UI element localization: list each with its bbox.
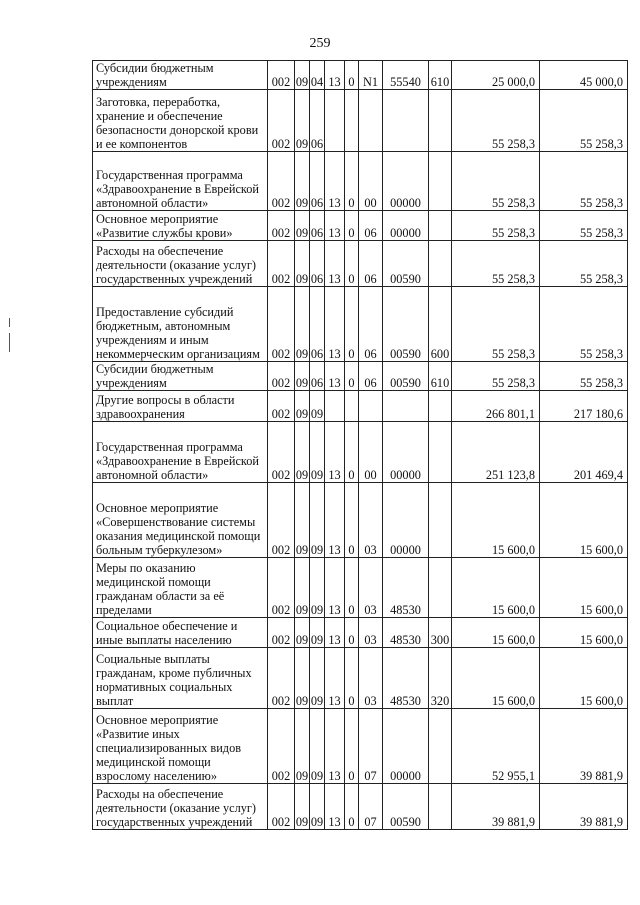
code-expense-type	[429, 90, 452, 152]
code-subprogram: 0	[345, 709, 359, 784]
row-name: Государственная программа «Здравоохранение в Еврейской автономной области»	[93, 152, 268, 211]
code-expense-type: 610	[429, 61, 452, 90]
amount-year-2: 39 881,9	[540, 784, 628, 830]
code-direction: 00590	[383, 287, 429, 362]
code-activity	[359, 90, 383, 152]
code-subprogram	[345, 90, 359, 152]
amount-year-1: 15 600,0	[452, 648, 540, 709]
code-pr: 06	[310, 241, 325, 287]
row-name: Субсидии бюджетным учреждениям	[93, 362, 268, 391]
code-activity: 07	[359, 709, 383, 784]
code-program: 13	[325, 287, 345, 362]
amount-year-1: 15 600,0	[452, 618, 540, 648]
code-expense-type	[429, 422, 452, 483]
code-expense-type	[429, 483, 452, 558]
code-direction: 00000	[383, 211, 429, 241]
code-activity: 03	[359, 618, 383, 648]
row-name: Основное мероприятие «Развитие службы крови»	[93, 211, 268, 241]
code-ved: 002	[268, 709, 295, 784]
margin-mark	[9, 318, 10, 327]
code-pr: 09	[310, 618, 325, 648]
code-subprogram: 0	[345, 618, 359, 648]
code-rz: 09	[295, 709, 310, 784]
code-expense-type	[429, 709, 452, 784]
code-subprogram: 0	[345, 61, 359, 90]
table-row	[93, 211, 628, 241]
code-direction: 00590	[383, 784, 429, 830]
code-direction: 55540	[383, 61, 429, 90]
table-row	[93, 61, 628, 90]
table-row	[93, 241, 628, 287]
code-rz: 09	[295, 784, 310, 830]
code-rz: 09	[295, 618, 310, 648]
code-activity: 06	[359, 287, 383, 362]
code-program	[325, 391, 345, 422]
code-program: 13	[325, 422, 345, 483]
amount-year-1: 266 801,1	[452, 391, 540, 422]
budget-table-body	[93, 61, 628, 830]
code-rz: 09	[295, 61, 310, 90]
code-ved: 002	[268, 152, 295, 211]
code-ved: 002	[268, 362, 295, 391]
code-pr: 09	[310, 558, 325, 618]
table-row	[93, 362, 628, 391]
code-expense-type	[429, 241, 452, 287]
code-rz: 09	[295, 241, 310, 287]
table-row	[93, 152, 628, 211]
table-row	[93, 287, 628, 362]
amount-year-2: 45 000,0	[540, 61, 628, 90]
code-pr: 09	[310, 784, 325, 830]
amount-year-2: 15 600,0	[540, 648, 628, 709]
code-subprogram: 0	[345, 422, 359, 483]
code-direction: 00000	[383, 483, 429, 558]
amount-year-1: 52 955,1	[452, 709, 540, 784]
code-subprogram: 0	[345, 241, 359, 287]
code-program: 13	[325, 152, 345, 211]
page-number: 259	[309, 36, 331, 51]
code-direction: 48530	[383, 558, 429, 618]
code-rz: 09	[295, 422, 310, 483]
row-name: Государственная программа «Здравоохранение в Еврейской автономной области»	[93, 422, 268, 483]
amount-year-2: 15 600,0	[540, 618, 628, 648]
code-direction: 00000	[383, 709, 429, 784]
code-activity: 03	[359, 558, 383, 618]
code-program: 13	[325, 211, 345, 241]
table-row	[93, 784, 628, 830]
amount-year-2: 39 881,9	[540, 709, 628, 784]
code-pr: 09	[310, 391, 325, 422]
amount-year-2: 55 258,3	[540, 362, 628, 391]
code-ved: 002	[268, 391, 295, 422]
code-subprogram: 0	[345, 483, 359, 558]
amount-year-1: 55 258,3	[452, 287, 540, 362]
table-row	[93, 709, 628, 784]
code-ved: 002	[268, 483, 295, 558]
code-subprogram: 0	[345, 648, 359, 709]
table-row	[93, 391, 628, 422]
code-program: 13	[325, 618, 345, 648]
code-subprogram: 0	[345, 362, 359, 391]
code-program: 13	[325, 784, 345, 830]
row-name: Другие вопросы в области здравоохранения	[93, 391, 268, 422]
code-expense-type	[429, 391, 452, 422]
code-ved: 002	[268, 648, 295, 709]
code-activity: 00	[359, 422, 383, 483]
table-row	[93, 558, 628, 618]
row-name: Расходы на обеспечение деятельности (оказание услуг) государственных учреждений	[93, 784, 268, 830]
code-pr: 06	[310, 152, 325, 211]
code-program: 13	[325, 648, 345, 709]
amount-year-1: 55 258,3	[452, 211, 540, 241]
code-ved: 002	[268, 422, 295, 483]
row-name: Основное мероприятие «Развитие иных специализированных видов медицинской помощи взрослому населению»	[93, 709, 268, 784]
table-row	[93, 483, 628, 558]
code-expense-type: 300	[429, 618, 452, 648]
code-rz: 09	[295, 362, 310, 391]
code-ved: 002	[268, 211, 295, 241]
code-ved: 002	[268, 61, 295, 90]
code-activity: 03	[359, 648, 383, 709]
code-rz: 09	[295, 648, 310, 709]
code-subprogram: 0	[345, 211, 359, 241]
code-program: 13	[325, 558, 345, 618]
code-activity: N1	[359, 61, 383, 90]
code-activity: 06	[359, 241, 383, 287]
code-direction	[383, 90, 429, 152]
table-row	[93, 422, 628, 483]
code-expense-type: 610	[429, 362, 452, 391]
code-direction: 00000	[383, 152, 429, 211]
code-program: 13	[325, 483, 345, 558]
code-rz: 09	[295, 211, 310, 241]
amount-year-1: 39 881,9	[452, 784, 540, 830]
code-activity: 07	[359, 784, 383, 830]
amount-year-2: 55 258,3	[540, 241, 628, 287]
amount-year-1: 55 258,3	[452, 152, 540, 211]
code-rz: 09	[295, 483, 310, 558]
code-direction	[383, 391, 429, 422]
table-row	[93, 90, 628, 152]
code-pr: 09	[310, 483, 325, 558]
code-rz: 09	[295, 90, 310, 152]
code-program: 13	[325, 61, 345, 90]
amount-year-2: 55 258,3	[540, 287, 628, 362]
amount-year-1: 25 000,0	[452, 61, 540, 90]
code-rz: 09	[295, 558, 310, 618]
code-program	[325, 90, 345, 152]
amount-year-1: 55 258,3	[452, 362, 540, 391]
code-pr: 06	[310, 211, 325, 241]
code-activity: 00	[359, 152, 383, 211]
table-row	[93, 648, 628, 709]
code-expense-type	[429, 784, 452, 830]
row-name: Расходы на обеспечение деятельности (оказание услуг) государственных учреждений	[93, 241, 268, 287]
code-expense-type: 320	[429, 648, 452, 709]
code-subprogram: 0	[345, 287, 359, 362]
budget-table	[92, 60, 628, 830]
amount-year-1: 15 600,0	[452, 558, 540, 618]
code-activity: 06	[359, 362, 383, 391]
amount-year-2: 15 600,0	[540, 558, 628, 618]
code-pr: 04	[310, 61, 325, 90]
amount-year-2: 201 469,4	[540, 422, 628, 483]
code-pr: 09	[310, 648, 325, 709]
row-name: Меры по оказанию медицинской помощи гражданам области за её пределами	[93, 558, 268, 618]
code-direction: 48530	[383, 648, 429, 709]
code-expense-type	[429, 558, 452, 618]
amount-year-2: 217 180,6	[540, 391, 628, 422]
code-direction: 00000	[383, 422, 429, 483]
code-expense-type	[429, 152, 452, 211]
code-program: 13	[325, 241, 345, 287]
code-ved: 002	[268, 287, 295, 362]
row-name: Заготовка, переработка, хранение и обеспечение безопасности донорской крови и ее компонентов	[93, 90, 268, 152]
code-direction: 48530	[383, 618, 429, 648]
row-name: Предоставление субсидий бюджетным, автономным учреждениям и иным некоммерческим организациям	[93, 287, 268, 362]
amount-year-1: 15 600,0	[452, 483, 540, 558]
code-subprogram: 0	[345, 152, 359, 211]
code-ved: 002	[268, 90, 295, 152]
code-ved: 002	[268, 241, 295, 287]
row-name: Социальные выплаты гражданам, кроме публичных нормативных социальных выплат	[93, 648, 268, 709]
code-pr: 06	[310, 287, 325, 362]
row-name: Субсидии бюджетным учреждениям	[93, 61, 268, 90]
code-pr: 09	[310, 422, 325, 483]
amount-year-2: 55 258,3	[540, 211, 628, 241]
code-activity	[359, 391, 383, 422]
code-subprogram	[345, 391, 359, 422]
code-rz: 09	[295, 287, 310, 362]
amount-year-1: 55 258,3	[452, 90, 540, 152]
code-expense-type	[429, 211, 452, 241]
amount-year-2: 15 600,0	[540, 483, 628, 558]
code-pr: 09	[310, 709, 325, 784]
code-subprogram: 0	[345, 784, 359, 830]
row-name: Социальное обеспечение и иные выплаты населению	[93, 618, 268, 648]
margin-mark	[9, 333, 10, 352]
code-ved: 002	[268, 784, 295, 830]
code-activity: 03	[359, 483, 383, 558]
code-direction: 00590	[383, 241, 429, 287]
code-pr: 06	[310, 362, 325, 391]
amount-year-2: 55 258,3	[540, 90, 628, 152]
row-name: Основное мероприятие «Совершенствование системы оказания медицинской помощи больным туберкулезом»	[93, 483, 268, 558]
amount-year-1: 251 123,8	[452, 422, 540, 483]
code-program: 13	[325, 362, 345, 391]
code-rz: 09	[295, 152, 310, 211]
code-pr: 06	[310, 90, 325, 152]
amount-year-1: 55 258,3	[452, 241, 540, 287]
code-ved: 002	[268, 558, 295, 618]
amount-year-2: 55 258,3	[540, 152, 628, 211]
code-expense-type: 600	[429, 287, 452, 362]
table-row	[93, 618, 628, 648]
code-direction: 00590	[383, 362, 429, 391]
code-activity: 06	[359, 211, 383, 241]
code-ved: 002	[268, 618, 295, 648]
code-subprogram: 0	[345, 558, 359, 618]
code-rz: 09	[295, 391, 310, 422]
code-program: 13	[325, 709, 345, 784]
